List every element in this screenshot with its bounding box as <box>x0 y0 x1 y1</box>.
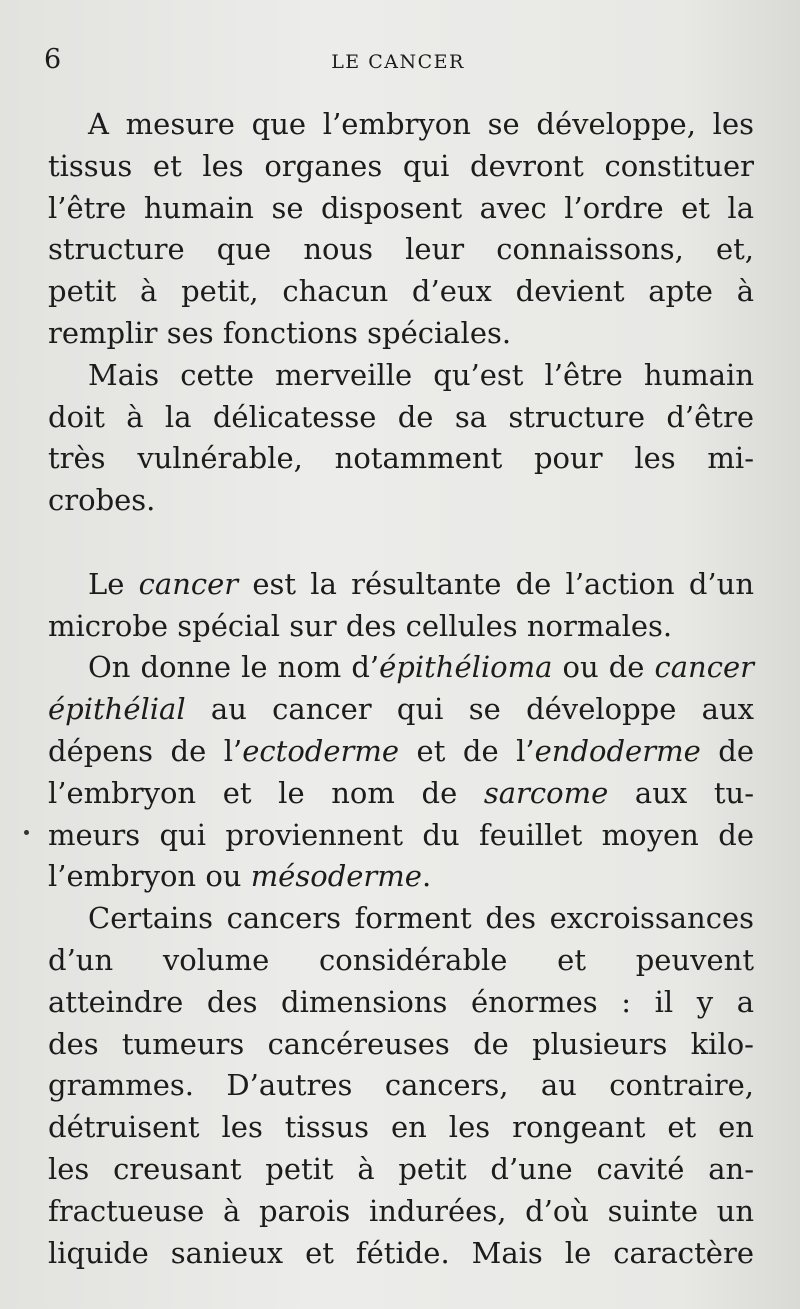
text-run: . <box>421 859 432 894</box>
text-run: l’embryon et le nom de <box>48 775 484 810</box>
text-line: structure que nous leur connaissons, et, <box>48 232 754 267</box>
text-line <box>48 731 754 773</box>
text-line: fractueuse à parois indurées, d’où suinte un <box>48 1193 754 1228</box>
italic-term: épithélial <box>48 692 186 727</box>
text-line: détruisent les tissus en les rongeant et en <box>48 1110 754 1145</box>
text-run: aux tu- <box>608 775 754 810</box>
text-line <box>48 856 754 898</box>
italic-term: sarcome <box>483 775 609 810</box>
text-line <box>48 564 754 606</box>
text-line <box>48 773 754 815</box>
text-line: l’être humain se disposent avec l’ordre et la <box>48 190 754 225</box>
page-number: 6 <box>44 44 62 75</box>
paragraph-gap <box>48 522 754 564</box>
text-line: crobes. <box>48 483 156 518</box>
text-run: Le <box>88 566 139 601</box>
text-line: d’un volume considérable et peuvent <box>48 942 754 977</box>
italic-term: cancer <box>138 566 239 601</box>
text-line: des tumeurs cancéreuses de plusieurs kilo- <box>48 1026 754 1061</box>
text-run: ou de <box>552 650 655 685</box>
text-line: les creusant petit à petit d’une cavité an- <box>48 1151 754 1186</box>
text-line: liquide sanieux et fétide. Mais le caractère <box>48 1235 754 1270</box>
text-run: On donne le nom d’ <box>88 650 380 685</box>
italic-term: endoderme <box>534 733 701 768</box>
italic-term: cancer <box>654 650 754 685</box>
text-line: microbe spécial sur des cellules normales. <box>48 608 673 643</box>
text-run: est la résultante de l’action d’un <box>238 566 755 601</box>
text-line <box>48 647 754 689</box>
text-line: Certains cancers forment des excroissances <box>88 901 754 936</box>
italic-term: épithélioma <box>379 650 553 685</box>
italic-term: mésoderme <box>250 859 422 894</box>
text-line: A mesure que l’embryon se développe, les <box>88 107 754 141</box>
text-run: de <box>700 733 754 768</box>
text-line: Mais cette merveille qu’est l’être humain <box>88 357 754 392</box>
text-line: très vulnérable, notamment pour les mi- <box>48 441 754 476</box>
text-run: et de l’ <box>399 733 535 768</box>
text-run: au cancer qui se développe aux <box>185 692 754 727</box>
margin-mark <box>24 830 29 835</box>
text-line <box>48 689 754 731</box>
text-line: meurs qui proviennent du feuillet moyen de <box>48 817 754 852</box>
body-text <box>48 104 754 1274</box>
italic-term: ectoderme <box>242 733 400 768</box>
text-line: petit à petit, chacun d’eux devient apte à <box>48 274 754 309</box>
text-line: tissus et les organes qui devront constituer <box>48 148 754 183</box>
running-head: LE CANCER <box>331 51 465 73</box>
text-line: atteindre des dimensions énormes : il y a <box>48 984 754 1019</box>
page-header <box>44 44 752 76</box>
text-line: doit à la délicatesse de sa structure d’être <box>48 399 754 434</box>
text-line: grammes. D’autres cancers, au contraire, <box>48 1068 754 1103</box>
text-run: l’embryon ou <box>48 859 251 894</box>
text-run: dépens de l’ <box>48 733 243 768</box>
text-line: remplir ses fonctions spéciales. <box>48 315 512 350</box>
